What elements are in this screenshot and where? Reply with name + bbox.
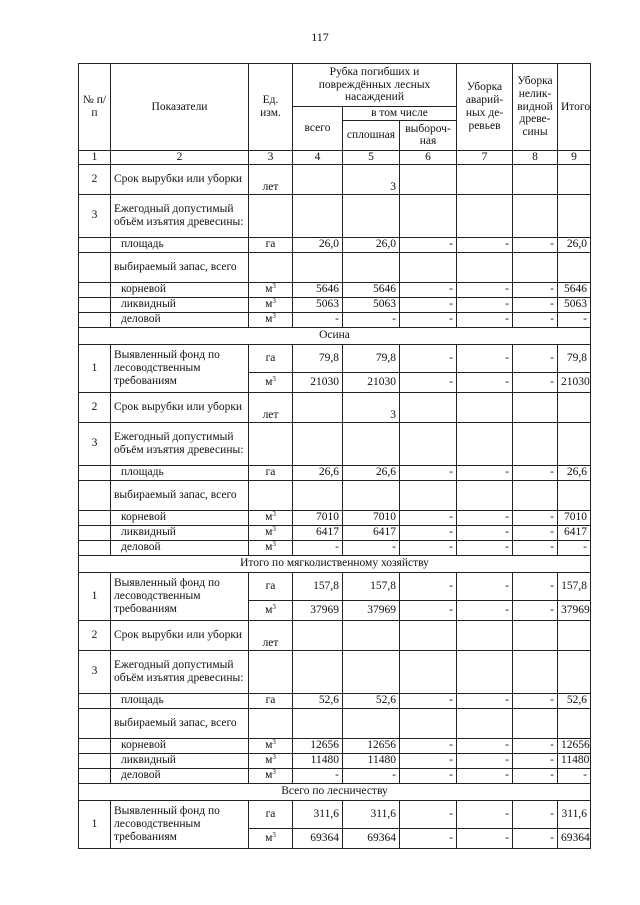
value-cell: - [457, 372, 513, 392]
table-row [79, 480, 591, 510]
value-cell: - [558, 768, 591, 783]
unit-cell: $м^3$ [249, 828, 293, 848]
unit-cell: $м^3$ [249, 510, 293, 525]
value-cell: - [457, 465, 513, 480]
header-col-total-sub: всего [293, 107, 343, 151]
row-label: Выявленный фонд по лесоводственным требованиям [111, 800, 249, 848]
col-number: 3 [249, 150, 293, 164]
value-cell: 6417 [293, 525, 343, 540]
table-row [79, 620, 591, 650]
value-cell: 5646 [558, 282, 591, 297]
table-row [79, 753, 591, 768]
value-cell: - [400, 693, 457, 708]
value-cell: - [513, 344, 558, 372]
row-number: 1 [79, 800, 111, 848]
value-cell: - [457, 237, 513, 252]
unit-cell: $м^3$ [249, 282, 293, 297]
value-cell: 5063 [343, 297, 400, 312]
value-cell: 157,8 [558, 572, 591, 600]
value-cell: 26,0 [293, 237, 343, 252]
unit-cell: $м^3$ [249, 312, 293, 327]
value-cell: 79,8 [558, 344, 591, 372]
col-number: 4 [293, 150, 343, 164]
value-cell: - [513, 693, 558, 708]
value-cell: 11480 [343, 753, 400, 768]
header-col-no: № п/п [79, 64, 111, 151]
unit-cell: $м^3$ [249, 738, 293, 753]
value-cell: - [513, 297, 558, 312]
section-row [79, 555, 591, 572]
unit-cell: лет [249, 392, 293, 422]
unit-cell: $м^3$ [249, 297, 293, 312]
row-label: Выявленный фонд по лесоводственным требованиям [111, 572, 249, 620]
value-cell: 69364 [293, 828, 343, 848]
value-cell: - [457, 344, 513, 372]
row-number: 1 [79, 344, 111, 392]
value-cell: - [400, 312, 457, 327]
value-cell: 12656 [343, 738, 400, 753]
value-cell: 5646 [343, 282, 400, 297]
section-title-osina: Осина [79, 327, 591, 344]
value-cell: - [400, 282, 457, 297]
unit-cell: $м^3$ [249, 540, 293, 555]
value-cell: - [457, 510, 513, 525]
value-cell: - [343, 768, 400, 783]
table-row [79, 252, 591, 282]
value-cell: - [400, 600, 457, 620]
value-cell: 21030 [558, 372, 591, 392]
value-cell: 7010 [558, 510, 591, 525]
value-cell: - [400, 237, 457, 252]
value-cell: 37969 [293, 600, 343, 620]
value-cell: 5646 [293, 282, 343, 297]
table-row [79, 344, 591, 372]
row-label: Ежегодный допустимый объём изъятия древесины: [111, 194, 249, 237]
row-label: площадь [111, 237, 249, 252]
value-cell: - [400, 540, 457, 555]
value-cell: - [513, 510, 558, 525]
value-cell: - [513, 237, 558, 252]
row-label: ликвидный [111, 297, 249, 312]
row-label: Срок вырубки или уборки [111, 164, 249, 194]
value-cell: - [400, 344, 457, 372]
value-cell: - [457, 828, 513, 848]
row-label: деловой [111, 540, 249, 555]
col-number: 1 [79, 150, 111, 164]
value-cell: - [513, 753, 558, 768]
value-cell: - [400, 465, 457, 480]
value-cell: 7010 [343, 510, 400, 525]
row-number: 3 [79, 650, 111, 693]
value-cell: - [457, 312, 513, 327]
row-number: 2 [79, 164, 111, 194]
header-col-unit: Ед. изм. [249, 64, 293, 151]
value-cell: - [457, 738, 513, 753]
value-cell: - [400, 297, 457, 312]
value-cell: - [513, 768, 558, 783]
value-cell: - [513, 282, 558, 297]
value-cell: - [457, 572, 513, 600]
value-cell: - [513, 600, 558, 620]
value-cell: 6417 [558, 525, 591, 540]
unit-cell: $м^3$ [249, 753, 293, 768]
col-number: 2 [111, 150, 249, 164]
header-col-selective: выбороч-ная [400, 120, 457, 150]
table-row [79, 708, 591, 738]
value-cell: 5063 [293, 297, 343, 312]
row-label: корневой [111, 510, 249, 525]
header-group-dead: Рубка погибших и повреждённых лесных насаждений [293, 64, 457, 107]
value-cell: 26,6 [343, 465, 400, 480]
table-row [79, 392, 591, 422]
unit-cell: га [249, 465, 293, 480]
row-label: выбираемый запас, всего [111, 252, 249, 282]
value-cell: - [293, 312, 343, 327]
value-cell: 3 [343, 164, 400, 194]
row-label: выбираемый запас, всего [111, 480, 249, 510]
table-row [79, 572, 591, 600]
value-cell: - [400, 828, 457, 848]
table-row [79, 422, 591, 465]
col-number: 6 [400, 150, 457, 164]
value-cell: 69364 [343, 828, 400, 848]
section-title-soft: Итого по мягколиственному хозяйству [79, 555, 591, 572]
row-label: Ежегодный допустимый объём изъятия древесины: [111, 422, 249, 465]
value-cell: 157,8 [293, 572, 343, 600]
value-cell: 26,0 [343, 237, 400, 252]
value-cell: - [457, 600, 513, 620]
value-cell: - [513, 828, 558, 848]
table-row [79, 540, 591, 555]
section-row [79, 327, 591, 344]
table-row [79, 650, 591, 693]
table-row [79, 237, 591, 252]
value-cell: - [400, 572, 457, 600]
value-cell: - [400, 800, 457, 828]
value-cell: - [293, 768, 343, 783]
unit-cell: га [249, 344, 293, 372]
value-cell: - [400, 753, 457, 768]
row-label: Выявленный фонд по лесоводственным требованиям [111, 344, 249, 392]
value-cell: - [400, 738, 457, 753]
unit-cell: $м^3$ [249, 600, 293, 620]
value-cell: 79,8 [343, 344, 400, 372]
table-row [79, 738, 591, 753]
value-cell: - [513, 312, 558, 327]
value-cell: 12656 [558, 738, 591, 753]
unit-cell: $м^3$ [249, 525, 293, 540]
value-cell: 79,8 [293, 344, 343, 372]
value-cell: 21030 [293, 372, 343, 392]
value-cell: 12656 [293, 738, 343, 753]
row-label: выбираемый запас, всего [111, 708, 249, 738]
column-number-row [79, 150, 591, 164]
row-label: ликвидный [111, 525, 249, 540]
value-cell: - [513, 372, 558, 392]
header-col-itogo: Итого [558, 64, 591, 151]
value-cell: 26,6 [558, 465, 591, 480]
value-cell: 52,6 [558, 693, 591, 708]
value-cell: - [457, 282, 513, 297]
table-row [79, 768, 591, 783]
value-cell: - [457, 753, 513, 768]
value-cell: - [457, 525, 513, 540]
row-label: Ежегодный допустимый объём изъятия древесины: [111, 650, 249, 693]
row-number: 3 [79, 422, 111, 465]
value-cell: 311,6 [293, 800, 343, 828]
section-row [79, 783, 591, 800]
header-col-indicator: Показатели [111, 64, 249, 151]
row-label: площадь [111, 465, 249, 480]
value-cell: - [343, 540, 400, 555]
unit-cell: лет [249, 164, 293, 194]
row-label: Срок вырубки или уборки [111, 620, 249, 650]
value-cell: - [457, 297, 513, 312]
value-cell: 3 [343, 392, 400, 422]
value-cell: - [343, 312, 400, 327]
value-cell: 26,0 [558, 237, 591, 252]
row-label: деловой [111, 312, 249, 327]
value-cell: 21030 [343, 372, 400, 392]
unit-cell: га [249, 800, 293, 828]
unit-cell: га [249, 693, 293, 708]
row-label: ликвидный [111, 753, 249, 768]
col-number: 7 [457, 150, 513, 164]
value-cell: 69364 [558, 828, 591, 848]
unit-cell: га [249, 237, 293, 252]
value-cell: 157,8 [343, 572, 400, 600]
value-cell: 311,6 [343, 800, 400, 828]
table-row [79, 282, 591, 297]
unit-cell: $м^3$ [249, 768, 293, 783]
value-cell: - [513, 465, 558, 480]
value-cell: 52,6 [343, 693, 400, 708]
table-row [79, 297, 591, 312]
value-cell: 6417 [343, 525, 400, 540]
value-cell: - [513, 800, 558, 828]
row-number: 2 [79, 620, 111, 650]
table-row [79, 194, 591, 237]
row-label: площадь [111, 693, 249, 708]
table-row [79, 525, 591, 540]
row-label: корневой [111, 738, 249, 753]
value-cell: 7010 [293, 510, 343, 525]
section-title-total: Всего по лесничеству [79, 783, 591, 800]
table-row [79, 465, 591, 480]
value-cell: - [457, 768, 513, 783]
value-cell: 5063 [558, 297, 591, 312]
table-row [79, 510, 591, 525]
value-cell: - [457, 693, 513, 708]
table-row [79, 693, 591, 708]
col-number: 9 [558, 150, 591, 164]
row-number: 3 [79, 194, 111, 237]
table-row [79, 164, 591, 194]
header-incl: в том числе [343, 107, 457, 121]
col-number: 5 [343, 150, 400, 164]
header-col-clear: сплошная [343, 120, 400, 150]
header-col-emergency: Уборка аварий-ных де-ревьев [457, 64, 513, 151]
value-cell: - [558, 540, 591, 555]
value-cell: - [513, 738, 558, 753]
page-number: 117 [311, 30, 329, 44]
value-cell: - [400, 372, 457, 392]
row-label: Срок вырубки или уборки [111, 392, 249, 422]
value-cell: - [513, 572, 558, 600]
value-cell: 52,6 [293, 693, 343, 708]
table-row [79, 312, 591, 327]
value-cell: 11480 [293, 753, 343, 768]
row-label: деловой [111, 768, 249, 783]
value-cell: - [400, 510, 457, 525]
value-cell: - [558, 312, 591, 327]
unit-cell: лет [249, 620, 293, 650]
row-label: корневой [111, 282, 249, 297]
value-cell: 37969 [343, 600, 400, 620]
value-cell: 26,6 [293, 465, 343, 480]
value-cell: - [457, 800, 513, 828]
row-number: 2 [79, 392, 111, 422]
value-cell: - [457, 540, 513, 555]
table-row [79, 800, 591, 828]
value-cell: - [400, 768, 457, 783]
value-cell: 37969 [558, 600, 591, 620]
value-cell: 311,6 [558, 800, 591, 828]
unit-cell: $м^3$ [249, 372, 293, 392]
header-col-illiquid: Уборка нелик-видной древе-сины [513, 64, 558, 151]
value-cell: - [293, 540, 343, 555]
forest-harvest-table [78, 63, 591, 849]
unit-cell: га [249, 572, 293, 600]
value-cell: - [400, 525, 457, 540]
value-cell: - [513, 525, 558, 540]
value-cell: - [513, 540, 558, 555]
col-number: 8 [513, 150, 558, 164]
row-number: 1 [79, 572, 111, 620]
value-cell: 11480 [558, 753, 591, 768]
